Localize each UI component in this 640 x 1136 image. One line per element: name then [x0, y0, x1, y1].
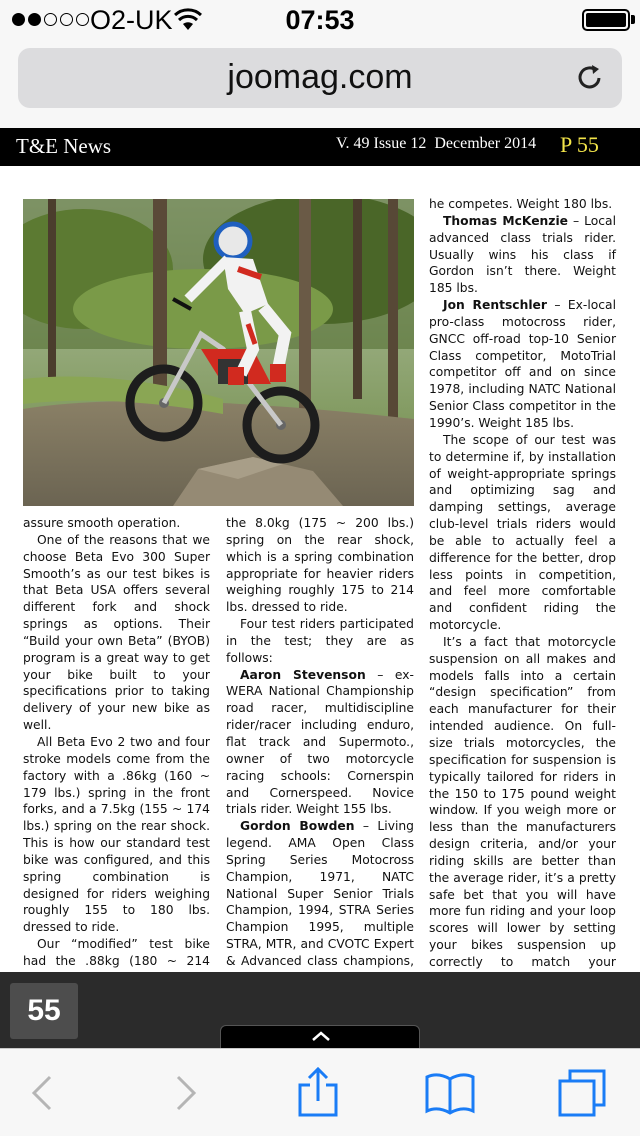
reload-icon[interactable] [572, 60, 608, 96]
article-column-1 [23, 515, 210, 1003]
trials-rider-illustration [23, 199, 414, 506]
magazine-header [0, 128, 640, 166]
rider-name: Jon Rentschler [443, 298, 547, 313]
rider-bio: – Local advanced class trials rider. Usually wins his class if Gordon isn’t there. Weight 185 lbs. [429, 213, 616, 296]
share-icon[interactable] [292, 1067, 344, 1119]
rider-name: Aaron Stevenson [240, 667, 366, 682]
page-number: P 55 [560, 132, 599, 157]
article-column-3 [429, 196, 616, 1021]
paragraph: The scope of our test was to determine if, by installation of weight-appropriate springs and optimizing sag and damping settings, average club-level trials riders would be able to actually feel a difference for the better, drop less points in competition, and feel more comfortable and confident riding the motorcycle. [429, 432, 616, 633]
reader-bar [0, 972, 640, 1050]
rider-bio: – ex-WERA National Championship road racer, multidiscipline rider/racer including enduro, flat track and Supermoto., owner of two motorcycle racing schools: Cornerspin and Cornerspeed. Novice trials rider. Weight 155 lbs. [226, 667, 414, 817]
article-column-2 [226, 515, 414, 1020]
rider-bio: – Ex-local pro-class motocross rider, GNCC off-road top-10 Senior Class competitor, MotoTrial competitor off and on since 1978, including NATC National Senior Class competitor in the 1990’s. Weight 185 lbs. [429, 298, 616, 430]
back-icon[interactable] [18, 1067, 70, 1119]
issue-info: V. 49 Issue 12 December 2014 [336, 135, 537, 152]
rider-bio: – Living legend. AMA Open Class Spring Series Motocross Champion, 1971, NATC National Super Senior Trials Champion, 1994, STRA Series Champion 1995, multiple STRA, MTR, and CVOTC Expert & Advanced class champions, [226, 819, 414, 968]
paragraph: the 8.0kg (175 ~ 200 lbs.) spring on the rear shock, which is a spring combination appropriate for heavier riders weighing roughly 175 to 214 lbs. dressed to ride. [226, 516, 414, 615]
chevron-up-icon [311, 1030, 331, 1042]
paragraph: All Beta Evo 2 two and four stroke models come from the factory with a .86kg (160 ~ 179 lbs.) spring in the front forks, and a 7.5kg (155 ~ 174 lbs.) spring on the rear shock. This is how our standard test bike was configured, and this spring combination is designed for riders weighing roughly 155 to 180 lbs. dressed to ride. [23, 734, 210, 935]
rider-paragraph [429, 213, 616, 297]
tabs-icon[interactable] [556, 1067, 608, 1119]
battery-icon [582, 9, 630, 31]
rider-name: Thomas McKenzie [443, 213, 569, 228]
clock: 07:53 [285, 5, 355, 35]
magazine-title: T&E News [16, 134, 112, 158]
paragraph: assure smooth operation. [23, 516, 181, 530]
page-badge[interactable]: 55 [10, 983, 78, 1039]
url-text: joomag.com [227, 58, 413, 96]
browser-toolbar [0, 1048, 640, 1136]
battery-cap [631, 15, 635, 24]
article-photo [23, 199, 414, 506]
status-bar [0, 0, 640, 40]
forward-icon[interactable] [158, 1067, 210, 1119]
address-bar[interactable] [18, 48, 622, 108]
rider-paragraph [429, 297, 616, 432]
paragraph: One of the reasons that we choose Beta Evo 300 Super Smooth’s as our test bikes is that Beta USA offers several different fork and shock springs as options. Their “Build your own Beta” (BYOB) program is a great way to get your bike built to your specifications prior to taking delivery of your new bike as well. [23, 532, 210, 733]
paragraph: Our “modified” test bike had the .88kg (180 ~ 214 [23, 937, 210, 968]
paragraph: It’s a fact that motorcycle suspension on all makes and models falls into a certain “design specification” from each manufacturer for their intended audience. On full-size trials motorcycles, the specification for suspension is typically tailored for riders in the 150 to 175 pound weight window. If you weigh more or less than the manufacturers design criteria, and/or your riding skills are better than the average rider, it’s a pretty safe bet that you will have more fun riding and your loop scores will lower by setting your bikes suspension up correctly to match your [429, 634, 616, 969]
rider-paragraph [226, 667, 414, 819]
carrier-name: O2-UK [90, 5, 173, 35]
magazine-page[interactable] [0, 166, 640, 972]
paragraph: he competes. Weight 180 lbs. [429, 197, 613, 211]
rider-name: Gordon Bowden [240, 819, 355, 834]
paragraph: Four test riders participated in the test; they are as follows: [226, 617, 414, 665]
book-icon[interactable] [424, 1067, 476, 1119]
